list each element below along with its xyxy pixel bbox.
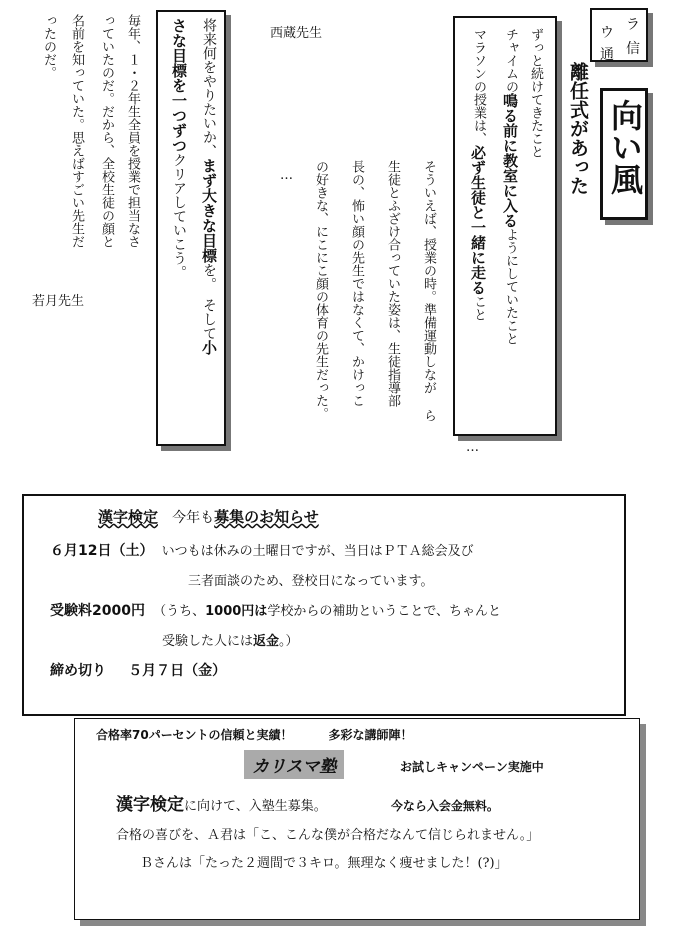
notice-line: 受験した人には返金。） [162, 634, 299, 649]
corner-char: 通 [600, 47, 614, 63]
notice-line: 三者面談のため、登校日になっています。 [188, 574, 434, 589]
text-column: 名前を知っていた。思えばすごい先生だ [69, 14, 84, 248]
ad-tagline: 合格率70パーセントの信頼と実績！ 多彩な講師陣！ [96, 728, 413, 742]
corner-char: ウ [600, 25, 614, 41]
ad-line: Ｂさんは「たった２週間で３キロ。無理なく痩せました！(?)」 [140, 856, 508, 871]
notice-date-row: ６月12日（土） いつもは休みの土曜日ですが、当日はＰＴＡ総会及び [50, 543, 474, 559]
notice-fee-row: 受験料2000円 （うち、1000円は学校からの補助ということで、ちゃんと [50, 603, 502, 619]
corner-char: ラ [626, 17, 640, 33]
quote-column: 将来何をやりたいか、まず大きな目標を。 そして小 [200, 18, 218, 355]
text-column: 長の、怖い顔の先生ではなくて、かけっこ [349, 160, 364, 407]
corner-char: 信 [626, 41, 640, 57]
title-box [600, 88, 648, 220]
ad-box [74, 718, 640, 920]
ad-campaign: お試しキャンペーン実施中 [400, 760, 544, 774]
ad-line: 合格の喜びを、Ａ君は「こ、こんな僕が合格だなんて信じられません。」 [116, 828, 540, 843]
author-name: 若月先生 [32, 294, 85, 309]
quote-column: さな目標を一つずつクリアしていこう。 [170, 18, 188, 279]
notice-deadline-row: 締め切り ５月７日（金） [50, 663, 227, 679]
text-column: っていたのだ。だから、全校生徒の顔と [99, 14, 114, 248]
ellipsis: … [279, 168, 294, 183]
ellipsis: … [465, 440, 480, 455]
text-column: マラソンの授業は、必ず生徒と一緒に走ること [469, 28, 487, 321]
text-column: ったのだ。 [41, 14, 56, 79]
subtitle: 離任式があった [567, 62, 589, 195]
text-column: チャイムの鳴る前に教室に入るようにしていたこと [501, 28, 519, 345]
ad-logo: カリスマ塾 [244, 750, 344, 779]
text-column: 毎年、１・２年生全員を授業で担当なさ [125, 14, 140, 248]
text-column: の好きな、にこにこ顔の体育の先生だった。 [313, 160, 328, 420]
ad-line: 漢字検定に向けて、入塾生募集。 今なら入会金無料。 [116, 795, 499, 815]
text-column: ずっと続けてきたこと [528, 28, 543, 158]
author-name: 西蔵先生 [270, 26, 323, 41]
page-title: 向い風 [606, 99, 644, 195]
corner-label [590, 8, 648, 62]
notice-title: 漢字検定 今年も募集のお知らせ [98, 508, 319, 526]
text-column: そういえば、授業の時。準備運動しなが ら [421, 160, 436, 422]
text-column: 生徒とふざけ合っていた姿は、生徒指導部 [385, 160, 400, 407]
